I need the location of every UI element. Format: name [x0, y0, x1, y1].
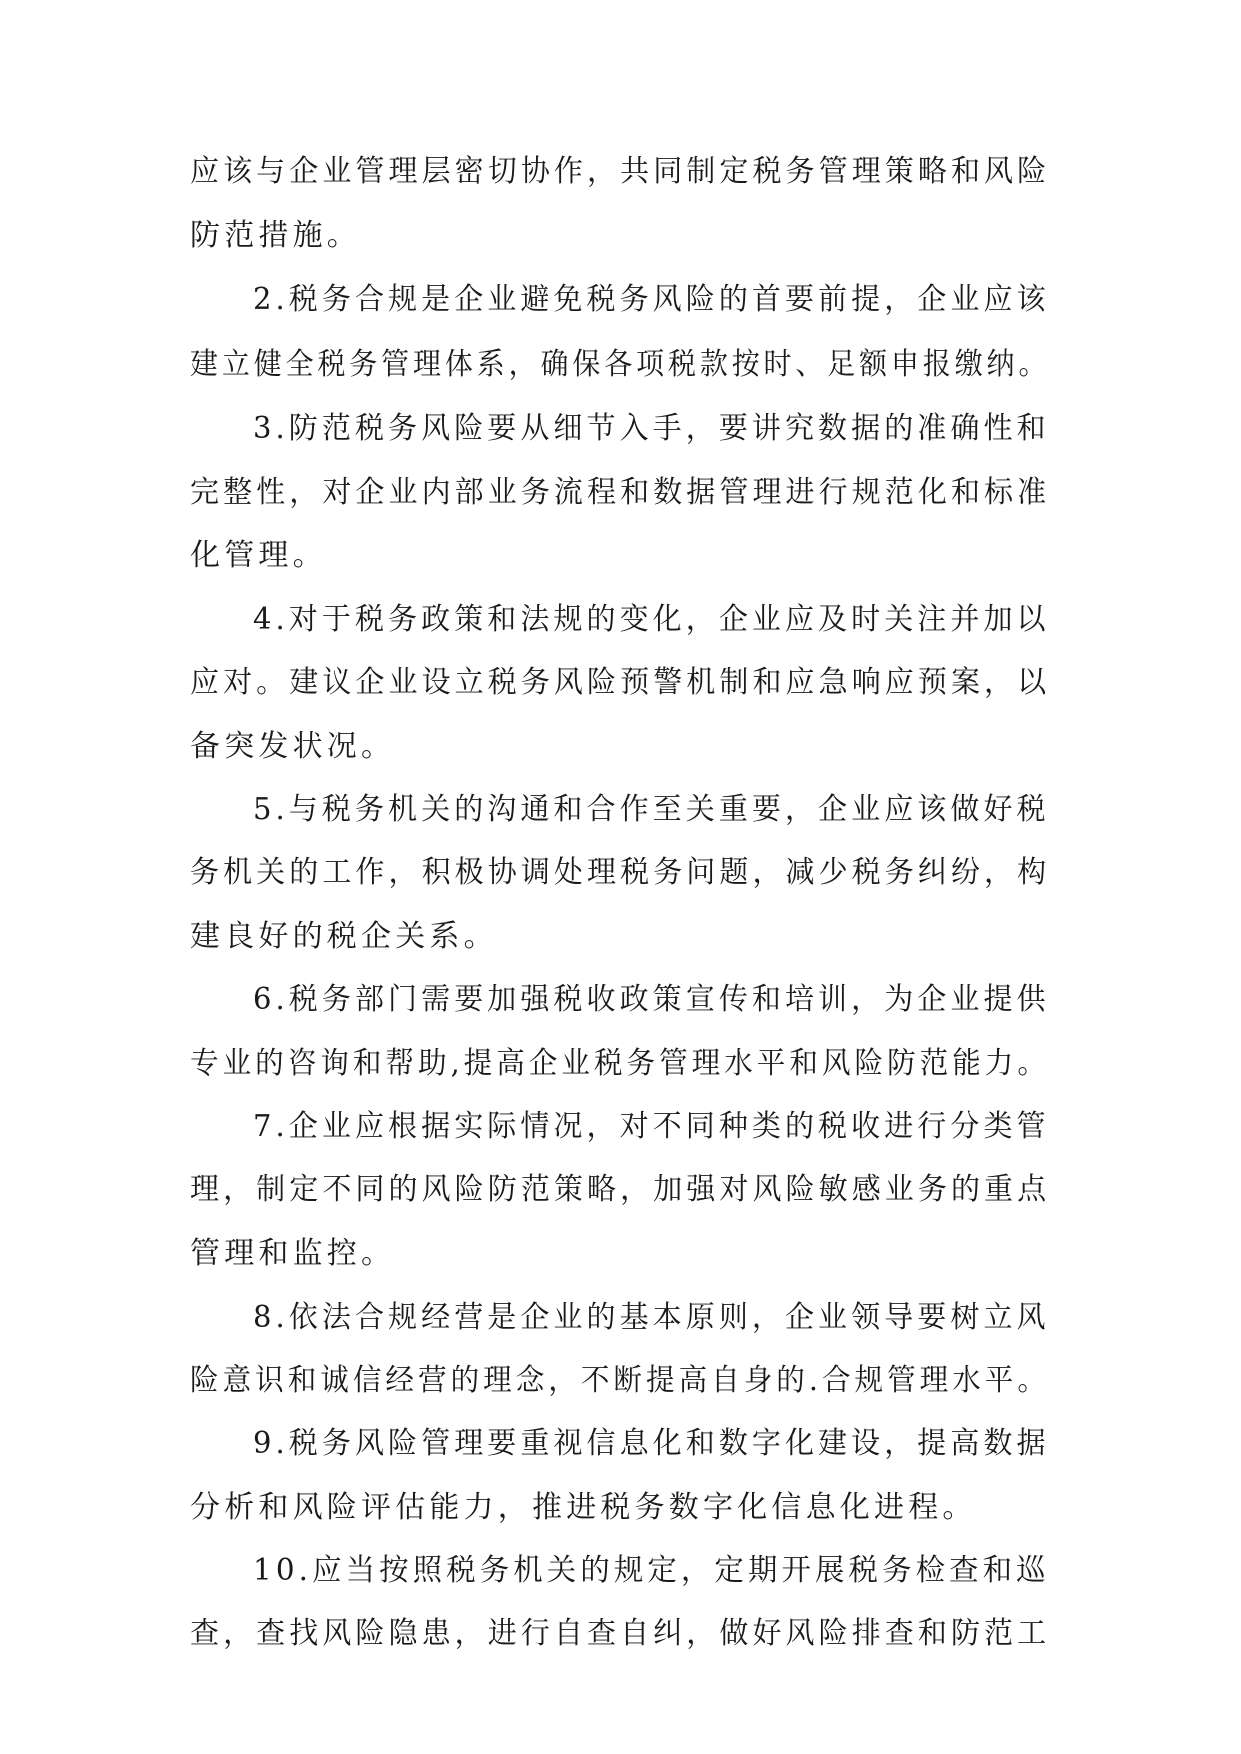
text-line: 7.企业应根据实际情况，对不同种类的税收进行分类管	[253, 1109, 1050, 1144]
text-line: 3.防范税务风险要从细节入手，要讲究数据的准确性和	[253, 411, 1050, 446]
text-line: 备突发状况。	[190, 729, 396, 764]
text-line: 化管理。	[190, 538, 327, 573]
text-line: 险意识和诚信经营的理念，不断提高自身的.合规管理水平。	[190, 1363, 1050, 1398]
text-line: 8.依法合规经营是企业的基本原则，企业领导要树立风	[253, 1300, 1050, 1335]
text-line: 应对。建议企业设立税务风险预警机制和应急响应预案，以	[190, 665, 1051, 700]
text-line: 应该与企业管理层密切协作，共同制定税务管理策略和风险	[190, 154, 1051, 189]
text-line: 9.税务风险管理要重视信息化和数字化建设，提高数据	[253, 1426, 1050, 1461]
text-line: 建立健全税务管理体系，确保各项税款按时、足额申报缴纳。	[190, 347, 1051, 382]
text-line: 务机关的工作，积极协调处理税务问题，减少税务纠纷，构	[190, 855, 1051, 890]
text-line: 6.税务部门需要加强税收政策宣传和培训，为企业提供	[253, 982, 1050, 1017]
text-line: 专业的咨询和帮助,提高企业税务管理水平和风险防范能力。	[190, 1046, 1050, 1081]
text-line: 完整性，对企业内部业务流程和数据管理进行规范化和标准	[190, 475, 1051, 510]
text-line: 分析和风险评估能力，推进税务数字化信息化进程。	[190, 1490, 977, 1525]
text-line: 4.对于税务政策和法规的变化，企业应及时关注并加以	[253, 602, 1050, 637]
text-line: 10.应当按照税务机关的规定，定期开展税务检查和巡	[253, 1553, 1050, 1588]
text-line: 2.税务合规是企业避免税务风险的首要前提，企业应该	[253, 282, 1050, 317]
text-line: 查，查找风险隐患，进行自查自纠，做好风险排查和防范工	[190, 1616, 1051, 1651]
text-line: 理，制定不同的风险防范策略，加强对风险敏感业务的重点	[190, 1172, 1051, 1207]
text-line: 5.与税务机关的沟通和合作至关重要，企业应该做好税	[253, 792, 1050, 827]
text-line: 建良好的税企关系。	[190, 919, 498, 954]
text-line: 防范措施。	[190, 218, 361, 253]
text-line: 管理和监控。	[190, 1236, 396, 1271]
